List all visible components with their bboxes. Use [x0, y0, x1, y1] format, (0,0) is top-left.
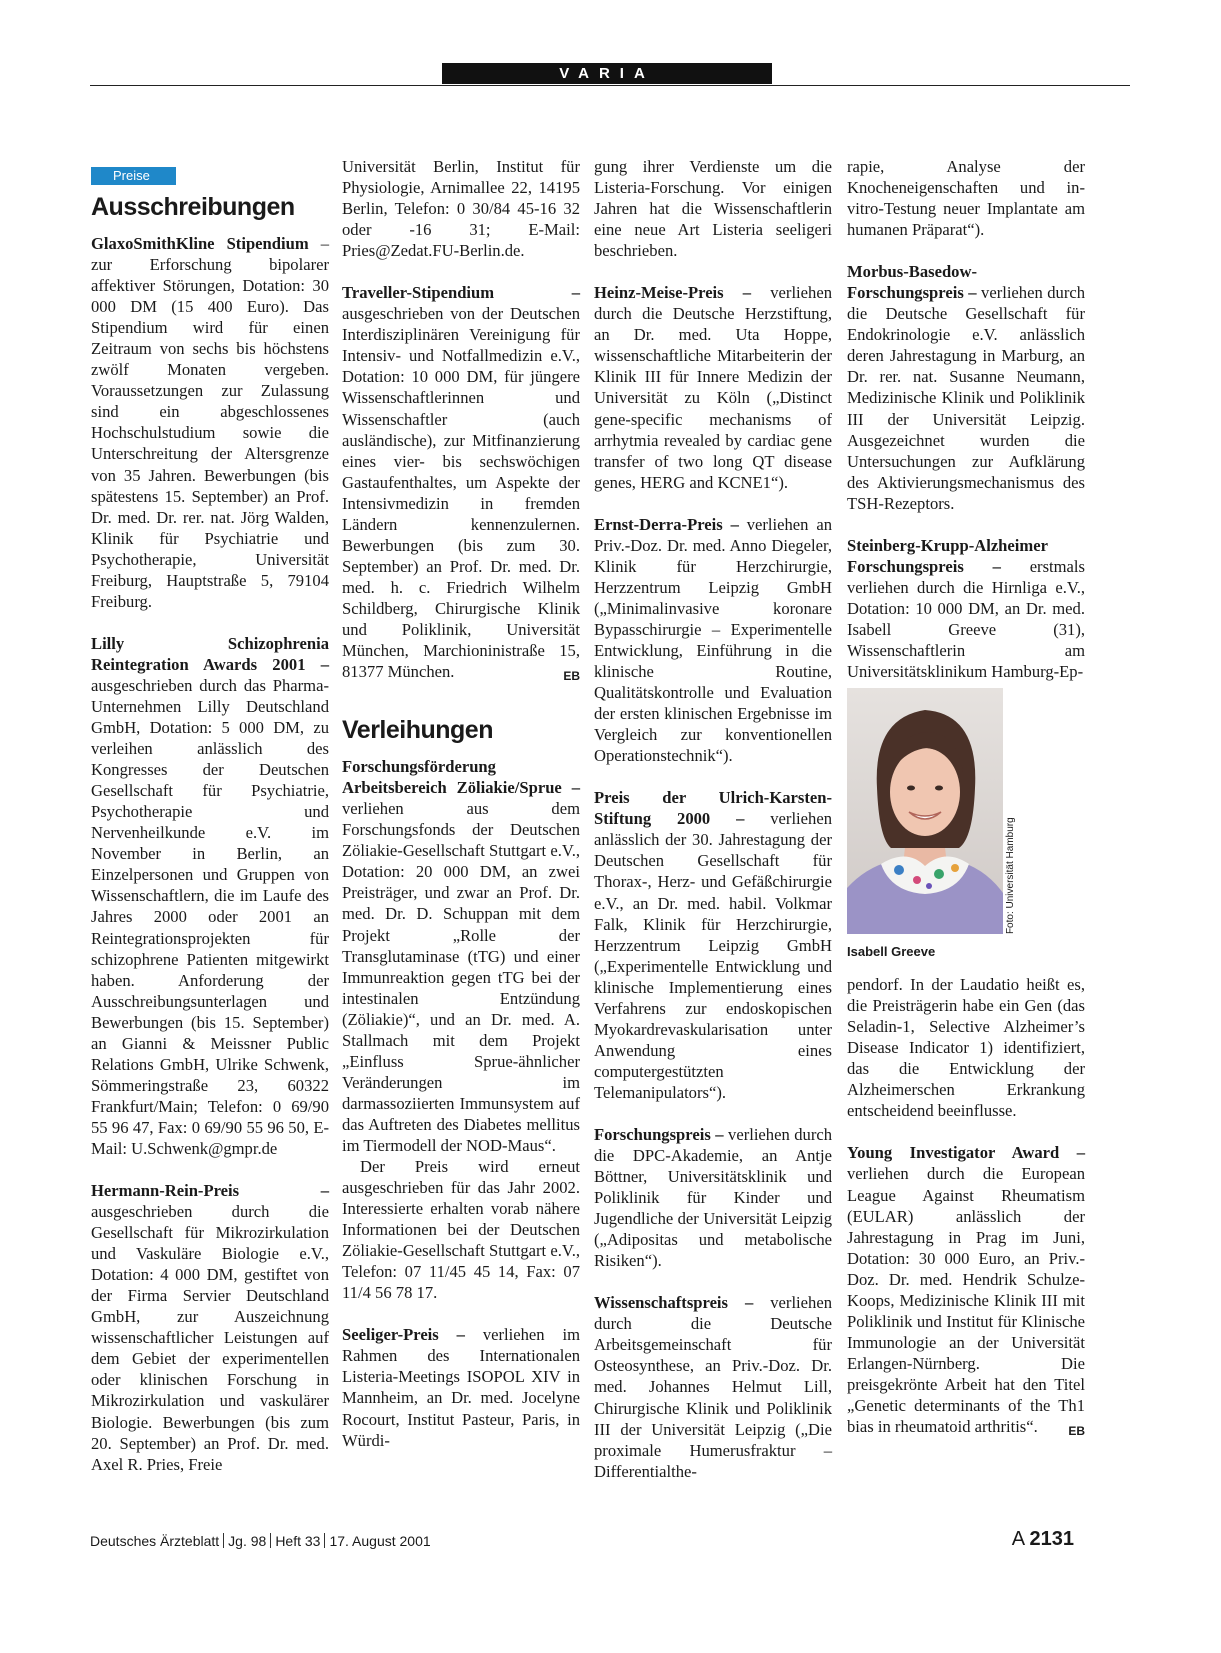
article-title: Seeliger-Preis –: [342, 1325, 465, 1345]
column-2: [342, 156, 580, 1451]
article-title: Hermann-Rein-Preis –: [91, 1181, 329, 1201]
article-krupp-continued: pendorf. In der Laudatio heißt es, die Preisträgerin habe ein Gen (das Seladin-1, Selective Alzheimer’s Disease Indicator 1) identifiziert, das die Entwicklung der Alzheimerschen Erkrankung entscheidend beeinflusse.: [847, 975, 1085, 1121]
article-body: ausgeschrieben von der Deutschen Interdisziplinären Vereinigung für Intensiv- und Notfallmedizin e.V., Dotation: 10 000 DM, für jüngere Wissenschaftlerinnen und Wissenschaftler (auch ausländische), zur Mitfinanzierung eines vier- bis sechswöchigen Gastaufenthaltes, um Aspekte der Intensivmedizin in fremden Ländern kennenzulernen. Bewerbungen (bis zum 30. September) an Prof. Dr. med. Dr. med. h. c. Friedrich Wilhelm Schildberg, Chirurgische Klinik und Poliklinik, Universität München, Marchioninistraße 15, 81377 München.: [342, 304, 580, 682]
article-seeliger: [342, 1324, 580, 1450]
article-body: ausgeschrieben durch das Pharma-Unternehmen Lilly Deutschland GmbH, Dotation: 5 000 DM, zu verleihen anlässlich des Kongresses der Deutschen Gesellschaft für Psychiatrie, Psychotherapie und Nervenheilkunde e.V. im November in Berlin, an Einzelpersonen und Gruppen von Wissenschaftlern, die im Laufe des Jahres 2000 oder 2001 an Reintegrationsprojekten für schizophrene Patienten mitgewirkt haben. Anforderung der Ausschreibungsunterlagen und Bewerbungen (bis 15. September) an Gianni & Meissner Public Relations GmbH, Ulrike Schwenk, Sömmeringstraße 23, 60322 Frankfurt/Main; Telefon: 0 69/90 55 96 47, Fax: 0 69/90 55 96 50, E-Mail: U.Schwenk@gmpr.de: [91, 675, 329, 1158]
article-body: verliehen durch die DPC-Akademie, an Antje Böttner, Universitätsklinik und Poliklinik für Kinder und Jugendliche der Universität Leipzig („Adipositas und metabolische Risiken“).: [594, 1124, 833, 1271]
article-title: Steinberg-Krupp-Alzheimer Forschungspreis –: [847, 535, 1048, 576]
article-title: GlaxoSmithKline Stipendium: [91, 234, 309, 253]
portrait-figure: [847, 688, 1073, 934]
article-rein: [91, 1180, 329, 1475]
article-forschungspreis: [594, 1124, 832, 1271]
article-title: Forschungspreis –: [594, 1124, 724, 1144]
article-body: verliehen im Rahmen des Internationalen Listeria-Meetings ISOPOL XIV in Mannheim, an Dr. med. Jocelyne Rocourt, Institut Pasteur, Paris, in Würdi-: [342, 1325, 580, 1450]
author-initials: EB: [563, 669, 580, 684]
journal-name: Deutsches Ärzteblatt: [90, 1533, 220, 1549]
article-meise: [594, 282, 832, 492]
page-prefix: A: [1011, 1528, 1024, 1550]
heading-ausschreibungen: Ausschreibungen: [91, 193, 295, 221]
article-title: Heinz-Meise-Preis –: [594, 283, 752, 303]
article-rein-continued: Universität Berlin, Institut für Physiologie, Arnimallee 22, 14195 Berlin, Telefon: 0 30/84 45-16 32 oder -16 31; E-Mail: Pries@Zedat.FU-Berlin.de.: [342, 157, 580, 261]
article-title: Lilly Schizophrenia Reintegration Awards 2001 –: [91, 633, 329, 674]
column-1: [91, 164, 329, 1475]
author-initials: EB: [1068, 1424, 1085, 1439]
article-lilly: [91, 633, 329, 1159]
category-tag: Preise: [91, 167, 176, 185]
column-3: [594, 156, 832, 1482]
article-derra: [594, 514, 832, 767]
article-krupp: [847, 535, 1085, 682]
article-zoeliakie-2: Der Preis wird erneut ausgeschrieben für das Jahr 2002. Interessierte erhalten vorab nähere Informationen bei der Deutschen Zöliakie-Gesellschaft Stuttgart e.V., Telefon: 07 11/45 45 14, Fax: 07 11/4 56 78 17.: [342, 1157, 580, 1303]
article-seeliger-continued: gung ihrer Verdienste um die Listeria-Forschung. Vor einigen Jahren hat die Wissenschaftlerin eine neue Art Listeria seeligeri beschrieben.: [594, 157, 832, 261]
article-body: verliehen durch die European League Against Rheumatism (EULAR) anlässlich der Jahrestagung in Prag im Juni, Dotation: 30 000 Euro, an Priv.-Doz. Dr. med. Hendrik Schulze-Koops, Medizinische Klinik III mit Poliklinik und Institut für Klinische Immunologie an der Universität Erlangen-Nürnberg. Die preisgekrönte Arbeit hat den Titel „Genetic determinants of the Th1 bias in rheumatoid arthritis“.: [847, 1164, 1085, 1437]
article-body: verliehen durch die Deutsche Herzstiftung, an Dr. med. Uta Hoppe, wissenschaftliche Mitarbeiterin der Klinik III für Innere Medizin der Universität zu Köln („Distinct gene-specific mechanisms of arrhytmia revealed by cardiac gene transfer of two long QT disease genes, HERG and KCNE1“).: [594, 283, 832, 492]
journal-date: 17. August 2001: [329, 1533, 431, 1549]
article-title: Morbus-Basedow-Forschungspreis –: [847, 262, 977, 303]
article-body: verliehen an Priv.-Doz. Dr. med. Anno Diegeler, Klinik für Herzchirurgie, Herzzentrum Leipzig GmbH („Minimalinvasive koronare Bypasschirurgie – Experimentelle Entwicklung, Einführung in die klinische Routine, Qualitätskontrolle und Evaluation der ersten klinischen Ergebnisse im Vergleich zur konventionellen Operationstechnik“).: [594, 514, 832, 766]
article-karsten: [594, 787, 832, 1103]
page-footer: [90, 1530, 1074, 1552]
section-label: VARIA: [442, 63, 772, 84]
footer-separator: [223, 1533, 224, 1548]
article-wissenschaftspreis: [594, 1292, 832, 1481]
article-body: – zur Erforschung bipolarer affektiver Störungen, Dotation: 30 000 DM (15 400 Euro). Das Stipendium wird für einen Zeitraum von sechs bis höchstens zwölf Monaten vergeben. Voraussetzungen zur Zulassung sind ein abgeschlossenes Hochschulstudium sowie die Unterschreitung der Altersgrenze von 35 Jahren. Bewerbungen (bis spätestens 15. September) an Prof. Dr. med. Dr. rer. nat. Jörg Walden, Klinik für Psychiatrie und Psychotherapie, Universität Freiburg, Hauptstraße 5, 79104 Freiburg.: [91, 234, 329, 611]
journal-issue: Heft 33: [275, 1533, 321, 1549]
article-basedow: [847, 261, 1085, 514]
article-title: Ernst-Derra-Preis –: [594, 514, 739, 534]
article-title: Wissenschaftspreis –: [594, 1293, 754, 1313]
article-body: verliehen durch die Deutsche Gesellschaft für Endokrinologie e.V. anlässlich deren Jahrestagung in Marburg, an Dr. rer. nat. Susanne Neumann, Medizinische Klinik und Poliklinik III der Universität Leipzig. Ausgezeichnet wurden die Untersuchungen zur Aufklärung des Aktivierungsmechanismus des TSH-Rezeptors.: [847, 283, 1086, 513]
article-body: verliehen durch die Deutsche Arbeitsgemeinschaft für Osteosynthese, an Priv.-Doz. Dr. med. Johannes Helmut Lill, Chirurgische Klinik und Poliklinik III der Universität Leipzig („Die proximale Humerusfraktur – Differentialthe-: [594, 1293, 832, 1481]
page-number-value: 2131: [1029, 1528, 1074, 1550]
article-wissenschaftspreis-continued: rapie, Analyse der Knocheneigenschaften und in-vitro-Testung neuer Implantate am humanen Präparat“).: [847, 157, 1085, 240]
article-glaxo: [91, 233, 329, 612]
article-title: Young Investigator Award –: [847, 1143, 1085, 1163]
article-body: ausgeschrieben durch die Gesellschaft für Mikrozirkulation und Vaskuläre Biologie e.V., Dotation: 4 000 DM, gestiftet von der Firma Servier Deutschland GmbH, zur Auszeichnung wissenschaftlicher Leistungen auf dem Gebiet der experimentellen oder klinischen Forschung in Mikrozirkulation und vaskulärer Biologie. Bewerbungen (bis zum 20. September) an Prof. Dr. med. Axel R. Pries, Freie: [91, 1202, 329, 1474]
photo-caption: Isabell Greeve: [847, 944, 936, 960]
article-body: erstmals verliehen durch die Hirnliga e.V., Dotation: 10 000 DM, an Dr. med. Isabell Greeve (31), Wissenschaftlerin am Universitätsklinikum Hamburg-Ep-: [847, 556, 1085, 682]
article-title: Forschungsförderung Arbeitsbereich Zöliakie/Sprue –: [342, 757, 580, 798]
page-number: [1012, 1528, 1074, 1550]
article-body: verliehen aus dem Forschungsfonds der Deutschen Zöliakie-Gesellschaft Stuttgart e.V., Dotation: 20 000 DM, an zwei Preisträger, und zwar an Prof. Dr. med. Dr. D. Schuppan mit dem Projekt „Rolle der Transglutaminase (tTG) und einer Immunreaktion gegen tTG bei der intestinalen Entzündung (Zöliakie)“, und an Dr. med. A. Stallmach mit dem Projekt „Einfluss Sprue-ähnlicher Veränderungen im darmassoziierten Immunsystem auf das Auftreten des Diabetes mellitus im Tiermodell der NOD-Maus“.: [342, 799, 580, 1155]
header-rule: [90, 63, 1130, 86]
article-body: verliehen anlässlich der 30. Jahrestagung der Deutschen Gesellschaft für Thorax-, Herz- und Gefäßchirurgie e.V., an Dr. med. habil. Volkmar Falk, Klinik für Herzchirurgie, Herzzentrum Leipzig GmbH („Experimentelle Entwicklung und klinische Implementierung eines Verfahrens zur endoskopischen Myokardrevaskularisation unter Anwendung eines computergestützten Telemanipulators“).: [594, 809, 832, 1102]
article-title: Traveller-Stipendium –: [342, 283, 580, 303]
photo-credit: Foto: Universität Hamburg: [1004, 817, 1016, 935]
footer-separator: [270, 1533, 271, 1548]
column-4: [847, 156, 1085, 1469]
article-young-investigator: [847, 1142, 1085, 1437]
footer-separator: [324, 1533, 325, 1548]
article-zoeliakie: [342, 756, 580, 1156]
article-title: Preis der Ulrich-Karsten-Stiftung 2000 –: [594, 788, 832, 829]
heading-verleihungen: Verleihungen: [342, 716, 493, 745]
journal-volume: Jg. 98: [228, 1533, 267, 1549]
portrait-photo: [847, 688, 1003, 934]
article-traveller: [342, 282, 580, 682]
